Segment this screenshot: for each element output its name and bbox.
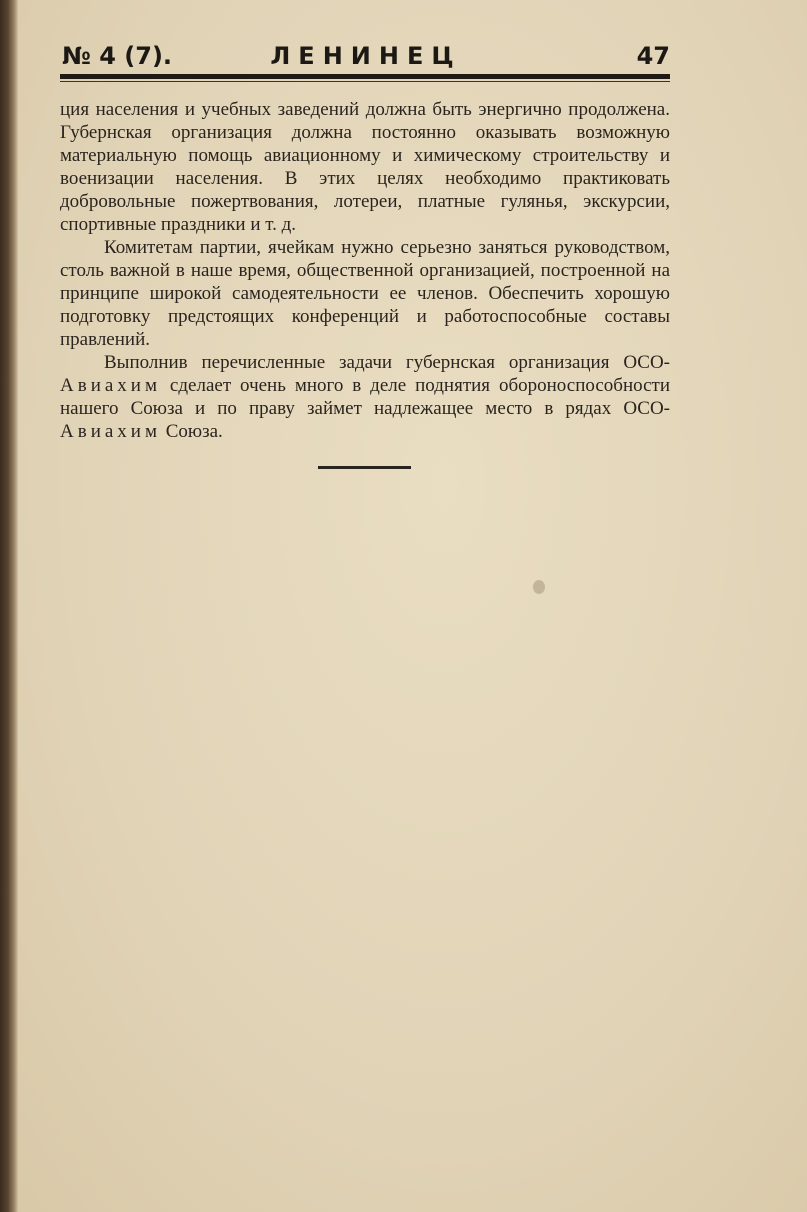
end-of-article-rule xyxy=(318,466,411,469)
header-rule-thick xyxy=(60,74,670,79)
header-rule-thin xyxy=(60,81,670,82)
spaced-word-aviakhim-1: Авиахим xyxy=(60,375,161,396)
conclusion-text-3: Союза. xyxy=(161,421,223,442)
paragraph-continued: ция населения и учебных заведений должна быть энергично продолжена. Губернская организация должна постоянно оказывать возможную материальную помощь авиационному и химическому строительству и военизации населения. В этих целях необходимо практиковать добровольные пожертвования, лотереи, платные гулянья, экскурсии, спортивные праздники и т. д. xyxy=(60,99,670,235)
spaced-word-aviakhim-2: Авиахим xyxy=(60,421,161,442)
paragraph-committees: Комитетам партии, ячейкам нужно серьезно заняться руководством, столь важной в наше время, общественной организацией, построенной на принципе широкой самодеятельности ее членов. Обеспечить хорошую подготовку предстоящих конференций и работоспособные составы правлений. xyxy=(60,237,670,350)
page-number: 47 xyxy=(636,42,670,70)
conclusion-text-1: Выполнив перечисленные задачи губернская организация ОСО- xyxy=(104,352,670,373)
article-body xyxy=(60,98,670,443)
journal-title: ЛЕНИНЕЦ xyxy=(270,42,462,70)
book-spine-shadow xyxy=(0,0,18,1212)
issue-number: № 4 (7). xyxy=(62,42,173,70)
paper-stain xyxy=(533,580,545,594)
paragraph-conclusion xyxy=(60,351,670,443)
running-header xyxy=(62,36,670,76)
conclusion-text-2: сделает очень много в деле поднятия обороноспособности нашего Союза и по праву займет надлежащее место в рядах ОСО- xyxy=(60,375,670,419)
